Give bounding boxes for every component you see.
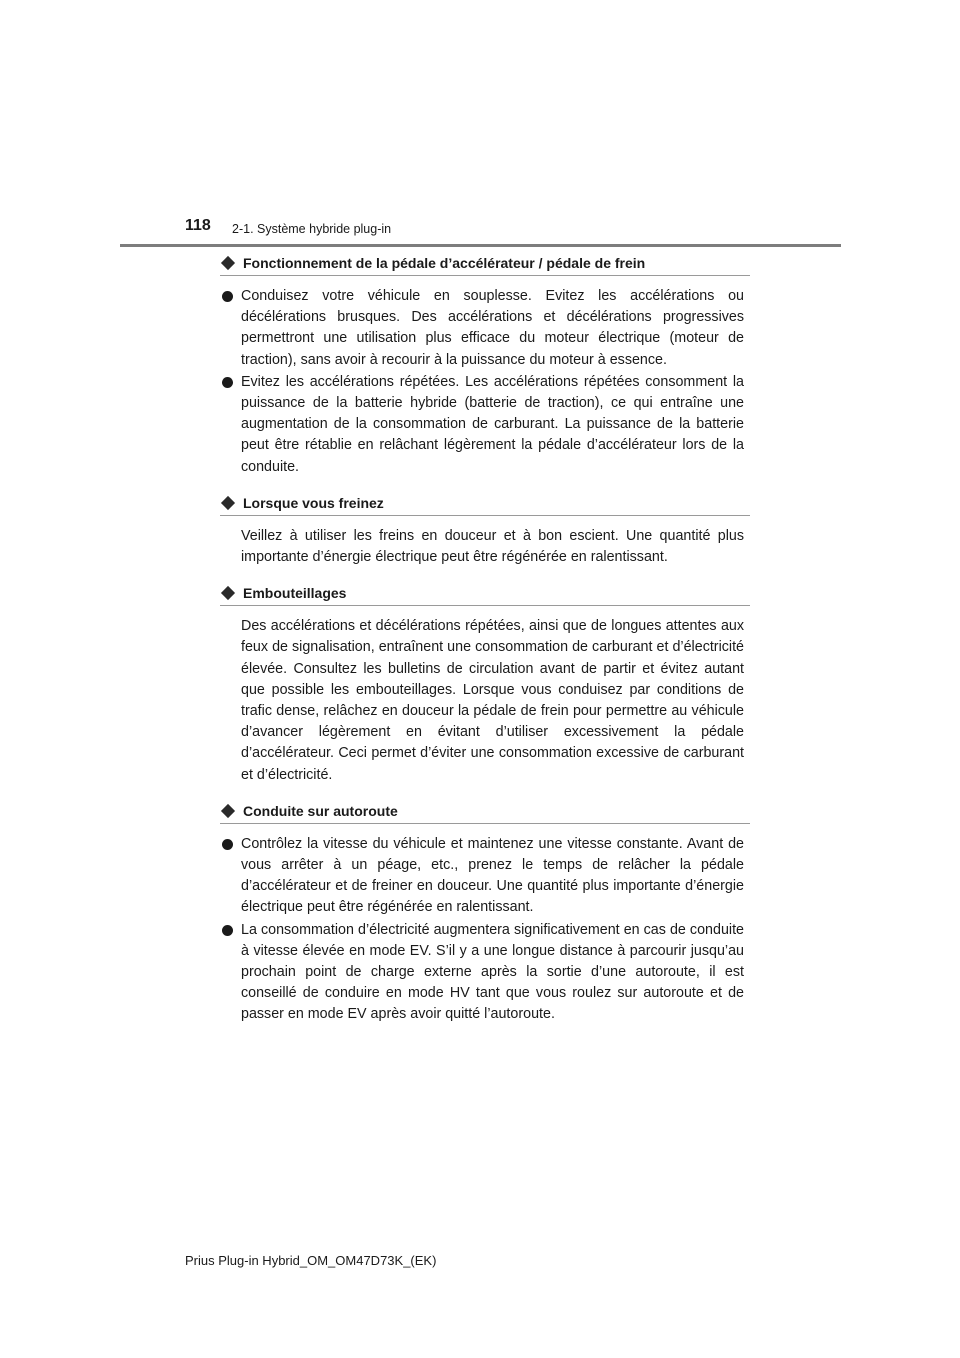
section-title: Lorsque vous freinez: [243, 494, 384, 511]
bullet-list: [220, 834, 750, 1026]
page-number: 118: [185, 217, 211, 234]
section-paragraph: Des accélérations et décélérations répétées, ainsi que de longues attentes aux feux de signalisation, entraînent une consommation de carburant et d’électricité élevée. Consultez les bulletins de circulation avant de partir et évitez autant que possible les embouteillages. Lorsque vous conduisez par conditions de trafic dense, relâchez en douceur la pédale de frein pour permettre au véhicule d’avancer légèrement en évitant d’utiliser excessivement la pédale d’accélérateur. Ceci permet d’éviter une consommation excessive de carburant et d’électricité.: [241, 618, 744, 783]
list-item: [220, 372, 750, 478]
page-content: [220, 252, 750, 1040]
diamond-icon: [221, 804, 235, 818]
section-pedal-operation: [220, 252, 750, 478]
list-item: [220, 834, 750, 919]
chapter-title: 2-1. Système hybride plug-in: [232, 222, 392, 236]
section-highway-driving: [220, 800, 750, 1026]
footer-document-id: Prius Plug-in Hybrid_OM_OM47D73K_(EK): [185, 1253, 437, 1268]
diamond-icon: [221, 496, 235, 510]
list-item: [220, 286, 750, 371]
bullet-icon: [222, 839, 233, 850]
section-traffic-jams: [220, 582, 750, 786]
section-braking: [220, 492, 750, 568]
section-heading: [220, 492, 750, 516]
list-item: [220, 920, 750, 1026]
section-heading: [220, 800, 750, 824]
diamond-icon: [221, 256, 235, 270]
header-rule: [120, 244, 841, 247]
section-paragraph: Veillez à utiliser les freins en douceur et à bon escient. Une quantité plus importante d’énergie électrique peut être régénérée en ralentissant.: [241, 527, 744, 566]
bullet-icon: [222, 925, 233, 936]
section-title: Embouteillages: [243, 585, 347, 602]
bullet-icon: [222, 291, 233, 302]
bullet-text: Evitez les accélérations répétées. Les accélérations répétées consomment la puissance de la batterie hybride (batterie de traction), ce qui entraîne une augmentation de la consommation de carburant. La puissance de la batterie peut être rétablie en relâchant légèrement la pédale d’accélérateur lors de la conduite.: [241, 373, 744, 475]
section-heading: [220, 252, 750, 276]
section-title: Fonctionnement de la pédale d’accélérateur / pédale de frein: [243, 255, 646, 271]
bullet-text: La consommation d’électricité augmentera significativement en cas de conduite à vitesse élevée en mode EV. S’il y a une longue distance à parcourir jusqu’au prochain point de charge externe après la sortie d’une autoroute, il est conseillé de conduire en mode HV tant que vous roulez sur autoroute et de passer en mode EV après avoir quitté l’autoroute.: [241, 921, 744, 1023]
section-title: Conduite sur autoroute: [243, 802, 398, 819]
page-header: [0, 0, 960, 250]
bullet-list: [220, 286, 750, 478]
bullet-text: Conduisez votre véhicule en souplesse. Evitez les accélérations ou décélérations brusques. Des accélérations et décélérations progressives permettront une utilisation plus efficace du moteur électrique (moteur de traction), sans avoir à recourir à la puissance du moteur à essence.: [241, 288, 744, 368]
bullet-text: Contrôlez la vitesse du véhicule et maintenez une vitesse constante. Avant de vous arrêter à un péage, etc., prenez le temps de relâcher la pédale d’accélérateur et de freiner en douceur. Une quantité plus importante d’énergie électrique peut être régénérée en ralentissant.: [241, 835, 744, 916]
section-heading: [220, 582, 750, 606]
bullet-icon: [222, 377, 233, 388]
diamond-icon: [221, 586, 235, 600]
